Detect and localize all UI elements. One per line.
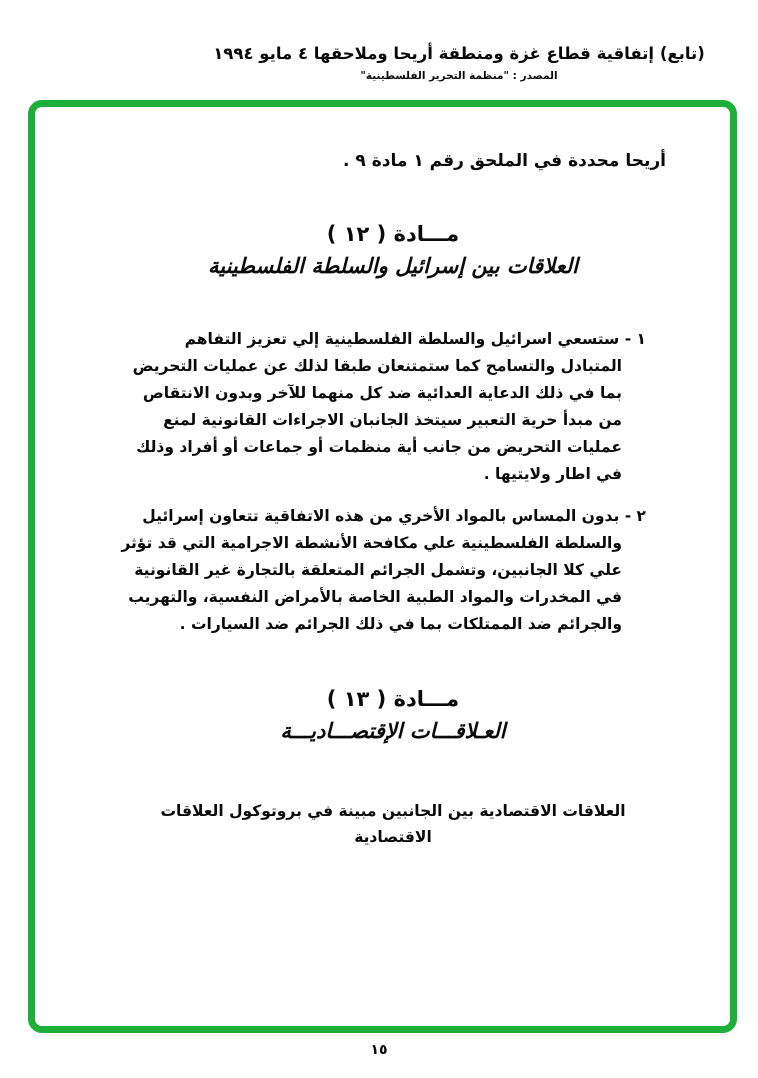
- intro-line: أريحا محددة في الملحق رقم ١ مادة ٩ .: [343, 151, 666, 171]
- frame-content: [35, 107, 730, 850]
- content-frame: [28, 100, 737, 1033]
- article-12-paragraph-2: ٢ - بدون المساس بالمواد الأخري من هذه الاتفاقية تتعاون إسرائيل والسلطة الفلسطينية علي مكافحة الأنشطة الاجرامية التي قد تؤثر علي كلا الجانبين، وتشمل الجرائم المتعلقة بالتجارة غير القانونية في المخدرات والمواد الطبية الخاصة بالأمراض النفسية، والتهريب والجرائم ضد الممتلكات بما في ذلك الجرائم ضد السيارات .: [121, 507, 646, 633]
- article-13-heading: مـــادة ( ١٣ ): [326, 687, 460, 711]
- article-12-heading: مـــادة ( ١٢ ): [326, 222, 460, 246]
- article-12: [120, 220, 666, 638]
- article-13-subheading: العـلاقـــات الإقتصـــاديـــة: [280, 719, 506, 743]
- article-12-subheading: العلاقات بين إسرائيل والسلطة الفلسطينية: [207, 254, 579, 278]
- article-13-paragraph: العلاقات الاقتصادية بين الجانبين مبينة في بروتوكول العلاقات الاقتصادية: [160, 802, 626, 846]
- page-number: ١٥: [370, 1042, 388, 1058]
- page-header: [160, 44, 758, 82]
- header-source: المصدر : "منظمة التحرير الفلسطينية": [360, 70, 558, 82]
- article-13: [120, 685, 666, 850]
- header-title: (تابع) إتفاقية قطاع غزة ومنطقة أريحا وملاحقها ٤ مايو ١٩٩٤: [213, 44, 705, 63]
- article-12-paragraph-1: ١ - ستسعي اسرائيل والسلطة الفلسطينية إلي تعزيز التفاهم المتبادل والتسامح كما ستمتنعان طبقا لذلك عن عمليات التحريض بما في ذلك الدعاية العدائية ضد كل منهما للآخر وبدون الانتقاص من مبدأ حرية التعبير سيتخذ الجانبان الاجراءات القانونية لمنع عمليات التحريض من جانب أية منظمات أو جماعات أو أفراد وذلك في اطار ولايتيها .: [132, 330, 646, 483]
